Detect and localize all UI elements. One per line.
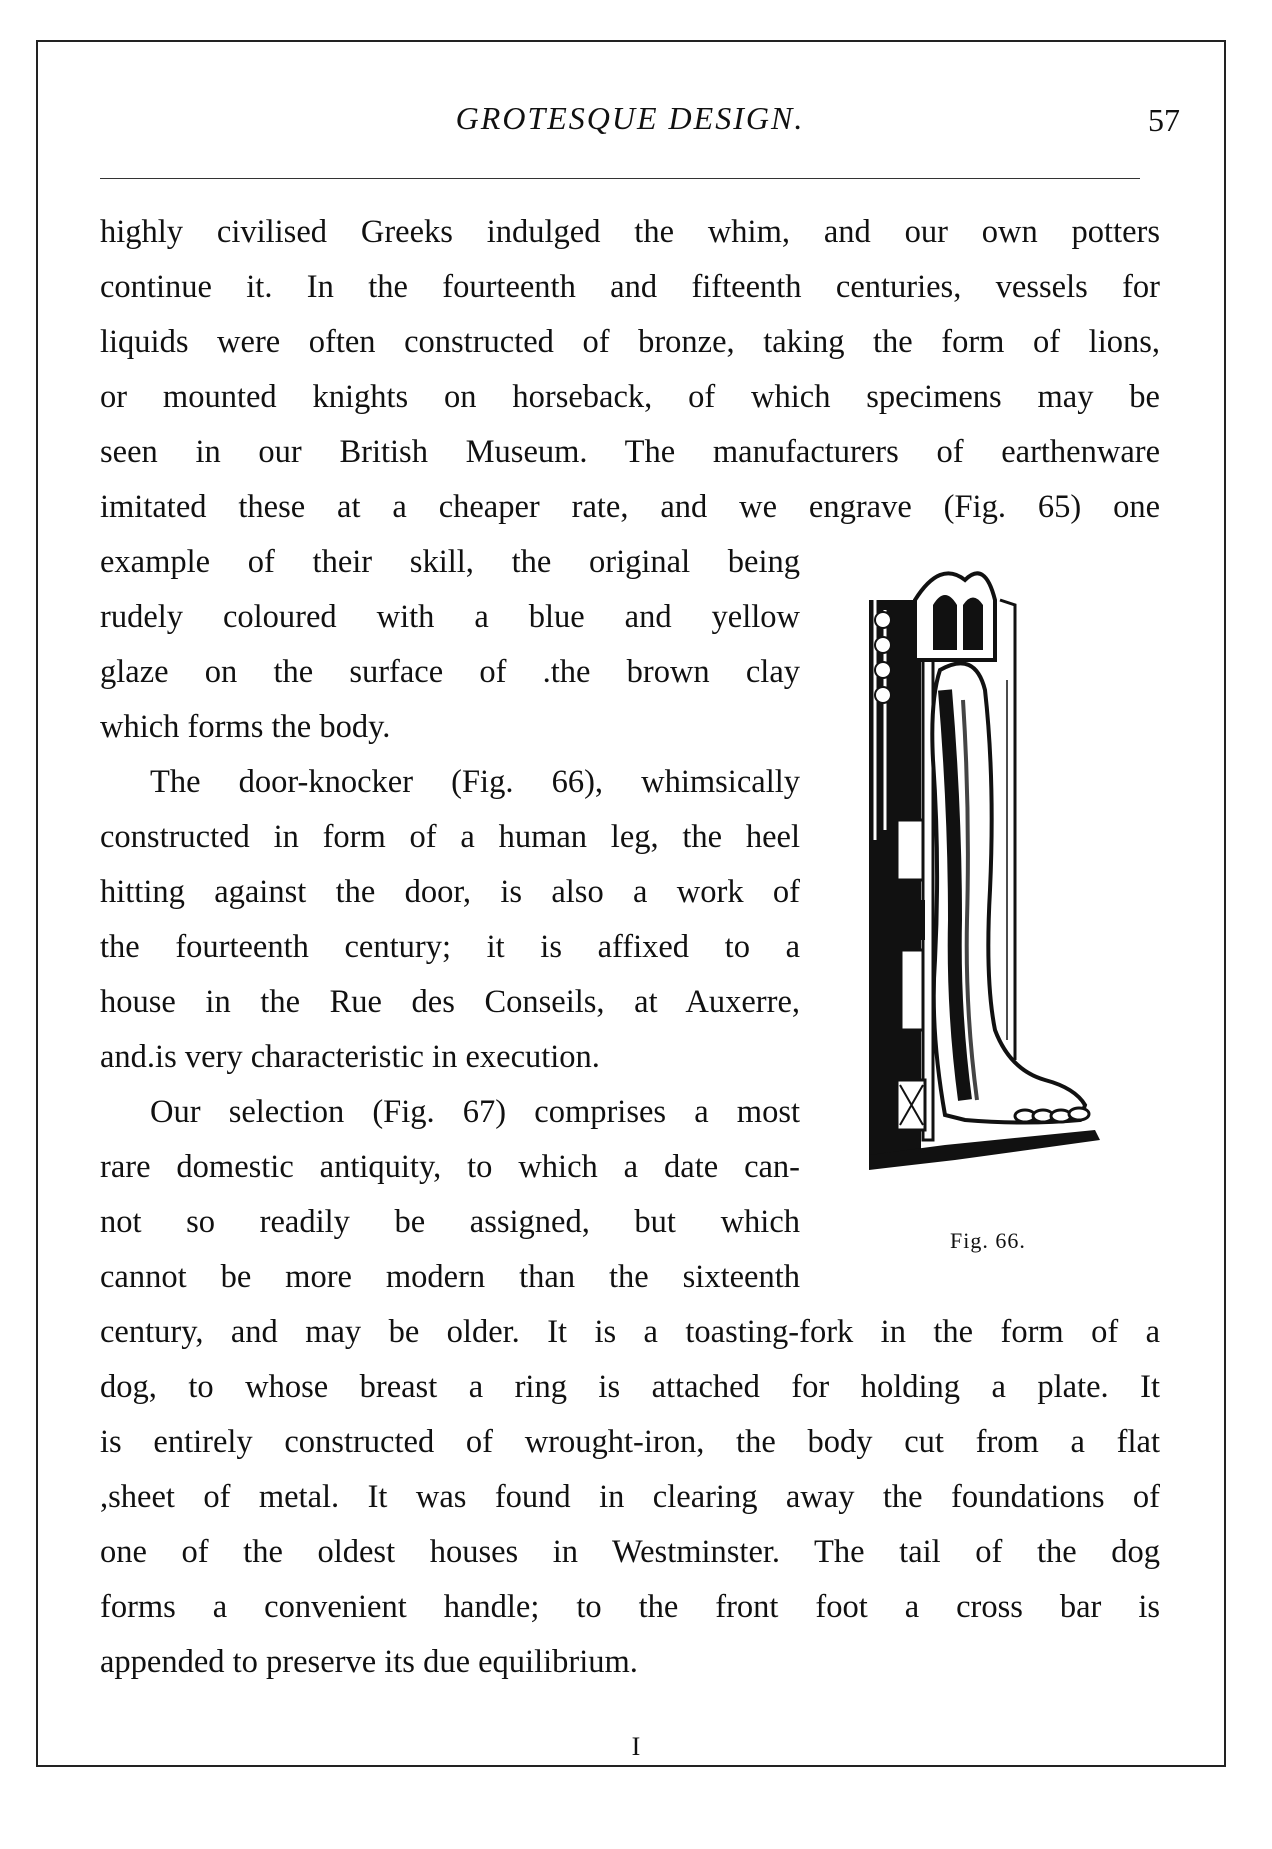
text-line: which forms the body. (100, 709, 391, 745)
figure-66 (845, 560, 1145, 1253)
text-line: and.is very characteristic in execution. (100, 1039, 600, 1075)
text-line: glaze on the surface of .the brown clay (100, 654, 800, 690)
text-line: example of their skill, the original being (100, 544, 800, 580)
text-line: is entirely constructed of wrought-iron, the body cut from a flat (100, 1424, 1160, 1460)
text-line: ,sheet of metal. It was found in clearing away the foundations of (100, 1479, 1160, 1515)
text-line: century, and may be older. It is a toasting-fork in the form of a (100, 1314, 1160, 1350)
page-number: 57 (1148, 102, 1180, 138)
text-line: or mounted knights on horseback, of which specimens may be (100, 379, 1160, 415)
text-line: Our selection (Fig. 67) comprises a most (150, 1094, 800, 1130)
header-rule (100, 178, 1140, 179)
text-line: highly civilised Greeks indulged the whim, and our own potters (100, 214, 1160, 250)
text-line: imitated these at a cheaper rate, and we engrave (Fig. 65) one (100, 489, 1160, 525)
text-line: The door-knocker (Fig. 66), whimsically (150, 764, 800, 800)
text-line: house in the Rue des Conseils, at Auxerre, (100, 984, 800, 1020)
signature-mark: I (631, 1732, 641, 1761)
text-line: dog, to whose breast a ring is attached for holding a plate. It (100, 1369, 1160, 1405)
text-line: the fourteenth century; it is affixed to a (100, 929, 800, 965)
text-line: rudely coloured with a blue and yellow (100, 599, 800, 635)
text-line: forms a convenient handle; to the front foot a cross bar is (100, 1589, 1160, 1625)
running-title: GROTESQUE DESIGN. (455, 100, 805, 136)
text-line: rare domestic antiquity, to which a date can- (100, 1149, 800, 1185)
text-line: hitting against the door, is also a work of (100, 874, 800, 910)
figure-caption: Fig. 66. (950, 1228, 1026, 1253)
text-line: liquids were often constructed of bronze, taking the form of lions, (100, 324, 1160, 360)
running-head (100, 92, 1180, 152)
bottom-rule (36, 1765, 1226, 1767)
door-knocker-illustration (845, 560, 1145, 1210)
text-line: seen in our British Museum. The manufacturers of earthenware (100, 434, 1160, 470)
text-line: continue it. In the fourteenth and fifteenth centuries, vessels for (100, 269, 1160, 305)
text-line: constructed in form of a human leg, the heel (100, 819, 800, 855)
text-line: one of the oldest houses in Westminster. The tail of the dog (100, 1534, 1160, 1570)
text-line: appended to preserve its due equilibrium. (100, 1644, 638, 1680)
text-line: not so readily be assigned, but which (100, 1204, 800, 1240)
text-line: cannot be more modern than the sixteenth (100, 1259, 800, 1295)
